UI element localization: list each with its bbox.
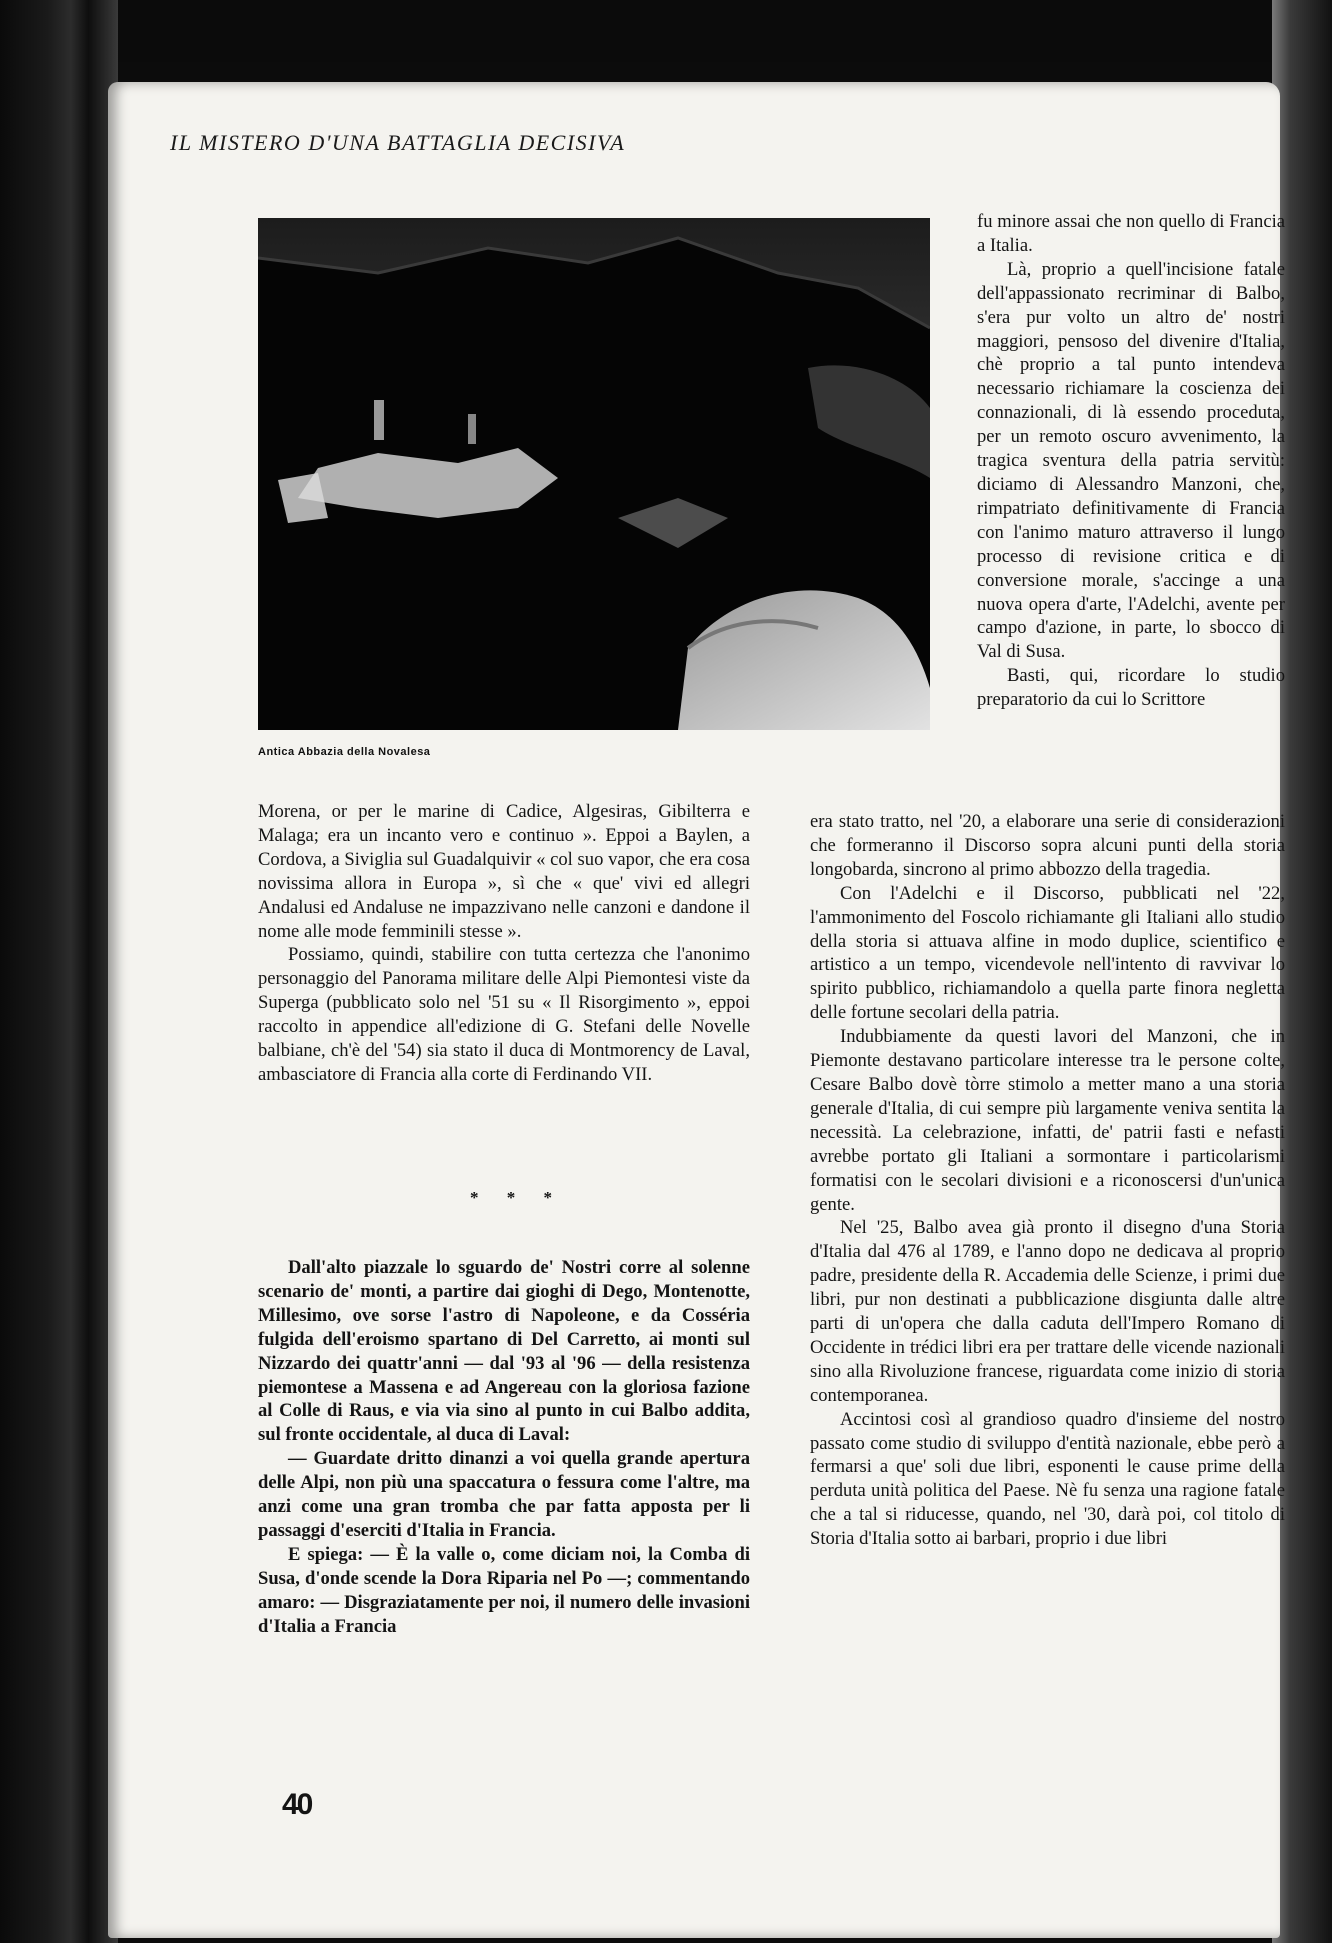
running-head: IL MISTERO D'UNA BATTAGLIA DECISIVA bbox=[170, 130, 626, 155]
scan-border-left bbox=[0, 0, 118, 1943]
paragraph: Morena, or per le marine di Cadice, Algesiras, Gibilterra e Malaga; era un incanto vero e continuo ». Eppoi a Baylen, a Cordova, a Siviglia sul Guadalquivir « col suo vapor, che era cosa novissima allora in Europa », sì che « que' vivi ed allegri Andalusi ed Andaluse ne impazzivano nelle canzoni e dandone il nome alle mode femminili stesse ». bbox=[258, 801, 750, 942]
paragraph: — Guardate dritto dinanzi a voi quella grande apertura delle Alpi, non più una spaccatura o fessura come l'altre, ma anzi come una gran tromba che par fatta apposta per li passaggi d'eserciti d'Italia in Francia. bbox=[258, 1448, 750, 1541]
paragraph: Indubbiamente da questi lavori del Manzoni, che in Piemonte destavano particolare interesse tra le persone colte, Cesare Balbo dovè tòrre stimolo a metter mano a una storia generale d'Italia, di cui sempre più largamente veniva sentita la necessità. La celebrazione, infatti, de' patrii fasti e nefasti avrebbe portato gli Italiani a sormontare i particolarismi formatisi con le secolari divisioni e a riconoscersi d'un'unica gente. bbox=[810, 1026, 1285, 1215]
paragraph: Con l'Adelchi e il Discorso, pubblicati nel '22, l'ammonimento del Foscolo richiamante gli Italiani allo studio della storia si attuava alfine in modo duplice, scientifico e artistico a un tempo, vicendevole nell'intento di ravvivar lo spirito pubblico, richiamandolo a quella parte finora negletta delle fortune secolari della patria. bbox=[810, 882, 1285, 1024]
paragraph: E spiega: — È la valle o, come diciam noi, la Comba di Susa, d'onde scende la Dora Riparia nel Po —; commentando amaro: — Disgraziatamente per noi, il numero delle invasioni d'Italia a Francia bbox=[258, 1543, 750, 1637]
paragraph: Dall'alto piazzale lo sguardo de' Nostri corre al solenne scenario de' monti, a partire dai gioghi di Dego, Montenotte, Millesimo, ove sorse l'astro di Napoleone, e da Cosséria fulgida dell'eroismo spartano di Del Carretto, ai monti sul Nizzardo dei quattr'anni — dal '93 al '96 — della resistenza piemontese a Massena e ad Angereau con la gloriosa fazione al Colle di Raus, e via via sino al punto in cui Balbo addita, sul fronte occidentale, al duca di Laval: bbox=[258, 1257, 750, 1446]
paragraph: Là, proprio a quell'incisione fatale dell'appassionato recriminar di Balbo, s'era pur volto un altro de' nostri maggiori, pensoso del divenire d'Italia, chè proprio a tal punto intendeva necessario richiamare la coscienza dei connazionali, di là essendo proceduta, per un remoto oscuro avvenimento, la tragica sventura della patria servitù: diciamo di Alessandro Manzoni, che, rimpatriato definitivamente di Francia con l'animo maturo attraverso il lungo processo di revisione critica e di conversione morale, s'accinge a una nuova opera d'arte, l'Adelchi, avente per campo d'azione, in parte, lo sbocco di Val di Susa. bbox=[977, 258, 1285, 663]
right-column-lower bbox=[810, 810, 1285, 1551]
left-column-lower bbox=[258, 1256, 750, 1639]
figure-caption: Antica Abbazia della Novalesa bbox=[258, 746, 431, 758]
abbey-photograph bbox=[258, 218, 930, 730]
paragraph: era stato tratto, nel '20, a elaborare una serie di considerazioni che formeranno il Discorso sopra alcuni punti della storia longobarda, sincrono al primo abbozzo della tragedia. bbox=[810, 811, 1285, 880]
paragraph: Possiamo, quindi, stabilire con tutta certezza che l'anonimo personaggio del Panorama militare delle Alpi Piemontesi viste da Superga (pubblicato solo nel '51 su « Il Risorgimento », eppoi raccolto in appendice all'edizione di G. Stefani delle Novelle balbiane, ch'è del '54) sia stato il duca di Montmorency de Laval, ambasciatore di Francia alla corte di Ferdinando VII. bbox=[258, 944, 750, 1085]
paragraph: Nel '25, Balbo avea già pronto il disegno d'una Storia d'Italia dal 476 al 1789, e l'anno dopo ne dedicava al proprio padre, presidente della R. Accademia delle Scienze, i primi due libri, pur non destinati a pubblicazione disgiunta dalle altre parti di un'opera che dalla caduta dell'Impero Romano di Occidente in trédici libri era per trattare delle vicende nazionali sino alla Rivoluzione francese, riguardata come inizio di storia contemporanea. bbox=[810, 1217, 1285, 1406]
scan-border-top bbox=[0, 0, 1332, 62]
right-column-top bbox=[977, 210, 1285, 712]
left-column-upper bbox=[258, 800, 750, 1087]
page-number: 40 bbox=[282, 1788, 312, 1821]
section-separator: * * * bbox=[470, 1188, 564, 1207]
mountain-landscape-image bbox=[258, 218, 930, 730]
paragraph: Basti, qui, ricordare lo studio preparatorio da cui lo Scrittore bbox=[977, 665, 1285, 711]
paragraph: Accintosi così al grandioso quadro d'insieme del nostro passato come studio di sviluppo d'entità nazionale, ebbe però a fermarsi a que' soli due libri, esponenti le cause prime della perduta unità politica del Paese. Nè fu senza una ragione fatale che a tal si riducesse, quando, nel '30, darà poi, col titolo di Storia d'Italia sotto ai barbari, proprio i due libri bbox=[810, 1408, 1285, 1550]
paragraph: fu minore assai che non quello di Francia a Italia. bbox=[977, 211, 1285, 256]
